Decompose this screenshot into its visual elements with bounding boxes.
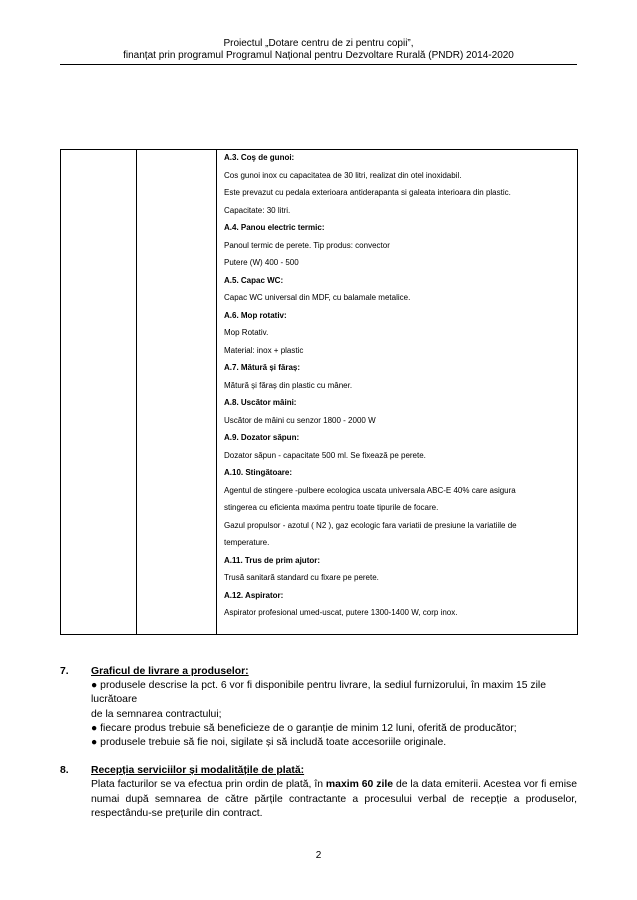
section-8-number: 8. [60,765,69,777]
spec-item-heading: A.5. Capac WC: [224,275,284,285]
spec-item-text: Gazul propulsor - azotul ( N2 ), gaz ecologic fara variatii de presiune la variatiile de [224,520,517,530]
spec-item-text: Capacitate: 30 litri. [224,205,291,215]
section-8-para-end: de la data emiterii. Acestea vor fi emise numai după semnarea de către părțile contractante a procesului verbal de recepție a produselor, respectându-se prețurile din contract. [91,779,577,819]
spec-item-heading: A.10. Stingătoare: [224,468,293,477]
spec-item-text: Capac WC universal din MDF, cu balamale metalice. [224,293,411,302]
spec-item-text: Agentul de stingere -pulbere ecologica uscata universala ABC-E 40% care asigura [224,485,516,495]
header-project-title: Proiectul „Dotare centru de zi pentru copii”, [223,38,414,49]
spec-item-heading: A.4. Panou electric termic: [224,223,325,232]
spec-item-text: Uscător de mâini cu senzor 1800 - 2000 W [224,415,376,425]
header-program-line: finanțat prin programul Programul Național pentru Dezvoltare Rurală (PNDR) 2014-2020 [123,50,514,61]
specifications-table [60,149,578,635]
section-7-bullet-3: ● produsele trebuie să fie noi, sigilate și să includă toate accesoriile originale. [91,737,447,749]
section-8-para-bold: maxim 60 zile [325,779,394,791]
spec-lines [224,153,577,617]
section-7-heading [60,665,577,679]
section-gap [60,750,577,764]
spec-item-text: Este prevazut cu pedala exterioara antiderapanta si galeata interioara din plastic. [224,188,511,197]
spec-item-text: Aspirator profesional umed-uscat, putere 1300-1400 W, corp inox. [224,608,458,617]
section-7-bullet-1-end: de la semnarea contractului; [91,708,222,720]
spec-item-text: Material: inox + plastic [224,345,304,355]
body-text [60,665,577,821]
section-7-content [60,679,577,750]
spec-item-heading: A.11. Trus de prim ajutor: [224,555,321,565]
section-8-paragraph [60,778,577,821]
spec-item-heading: A.8. Uscător mâini: [224,398,297,407]
spec-item-text: Panoul termic de perete. Tip produs: convector [224,240,390,250]
section-7-bullet-2: ● fiecare produs trebuie să beneficieze de o garanție de minim 12 luni, oferită de producător; [91,722,517,734]
table-cell-specs [217,150,578,635]
spec-item-text: Trusă sanitară standard cu fixare pe perete. [224,573,379,582]
section-7-title: Graficul de livrare a produselor: [91,666,249,677]
spec-item-heading: A.7. Mătură și făraș: [224,363,301,372]
spec-item-heading: A.9. Dozator săpun: [224,433,300,442]
spec-item-text: Mop Rotativ. [224,328,269,337]
section-8-title: Recepția serviciilor și modalitățile de plată: [91,765,305,777]
section-7-bullet-1: ● produsele descrise la pct. 6 vor fi disponibile pentru livrare, la sediul furnizorului, în maxim 15 zile [91,680,547,692]
table-cell-empty-2 [137,150,217,635]
section-8-heading [60,764,577,778]
spec-item-text: Putere (W) 400 - 500 [224,258,299,267]
spec-item-heading: A.6. Mop rotativ: [224,310,287,320]
table-row [61,150,578,635]
document-header [60,38,577,62]
spec-item-text: Cos gunoi inox cu capacitatea de 30 litri, realizat din otel inoxidabil. [224,170,462,180]
section-8-para-start: Plata facturilor se va efectua prin ordin de plată, în [91,779,326,791]
spec-item-text: Mătură și făraș din plastic cu mâner. [224,380,353,390]
spec-item-text: temperature. [224,538,270,547]
table-cell-empty-1 [61,150,137,635]
spec-item-text: stingerea cu eficienta maxima pentru toate tipurile de focare. [224,503,439,512]
spec-item-text: Dozator săpun - capacitate 500 ml. Se fixează pe perete. [224,450,426,460]
section-7-bullet-1-cont: lucrătoare [91,694,138,706]
spec-item-heading: A.3. Coş de gunoi: [224,153,295,162]
page-number: 2 [315,850,322,861]
spec-item-heading: A.12. Aspirator: [224,590,284,600]
section-7-number: 7. [60,666,69,677]
header-divider [60,64,577,65]
